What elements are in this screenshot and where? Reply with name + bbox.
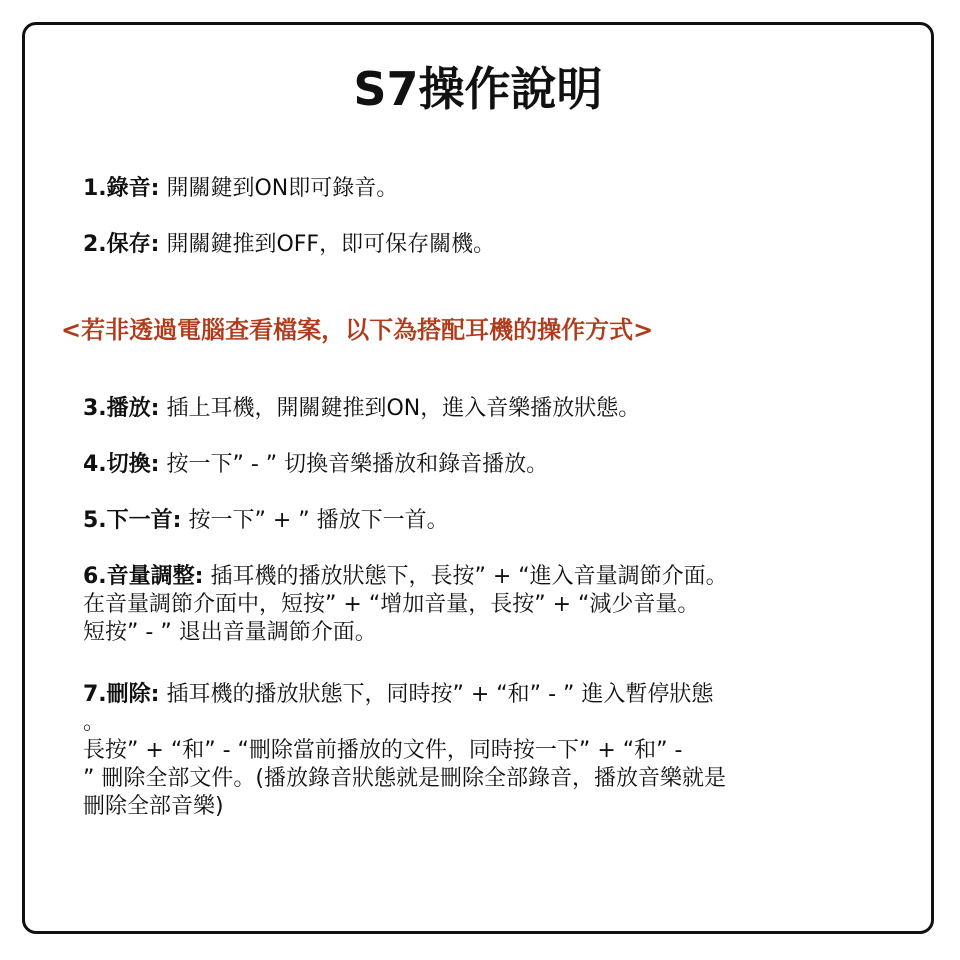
item-text: 按一下” + ” 播放下一首。 [181,508,449,533]
instruction-item-next [83,507,903,535]
instruction-item-save [83,231,903,259]
page-title: S7操作說明 [353,62,603,116]
item-label: 1.錄音: [83,176,160,201]
item-text: 短按” - ” 退出音量調節介面。 [83,620,377,645]
instruction-item-delete [83,681,903,821]
item-text: 插上耳機，開關鍵推到ON，進入音樂播放狀態。 [159,396,641,421]
item-label: 2.保存: [83,232,160,257]
item-text: 長按” + “和” - “刪除當前播放的文件，同時按一下” + “和” - [83,738,683,763]
item-text: ” 刪除全部文件。(播放錄音狀態就是刪除全部錄音，播放音樂就是 [83,766,726,791]
instruction-card [22,22,934,934]
item-text: 開關鍵推到OFF，即可保存關機。 [159,232,496,257]
item-text: 插耳機的播放狀態下，同時按” + “和” - ” 進入暫停狀態 [159,682,714,707]
notice-text: <若非透過電腦查看檔案，以下為搭配耳機的操作方式> [61,316,654,344]
item-text: 開關鍵到ON即可錄音。 [159,176,399,201]
item-label: 7.刪除: [83,682,160,707]
item-text: 。 [83,710,106,735]
item-label: 6.音量調整: [83,564,204,589]
instruction-item-volume [83,563,903,647]
item-text: 按一下” - ” 切換音樂播放和錄音播放。 [159,452,549,477]
item-text: 刪除全部音樂) [83,794,224,819]
item-label: 5.下一首: [83,508,182,533]
item-label: 3.播放: [83,396,160,421]
item-label: 4.切換: [83,452,160,477]
instruction-item-switch [83,451,903,479]
instruction-item-play [83,395,903,423]
item-text: 插耳機的播放狀態下，長按” + “進入音量調節介面。 [203,564,728,589]
instruction-item-record [83,175,903,203]
item-text: 在音量調節介面中，短按” + “增加音量，長按” + “減少音量。 [83,592,700,617]
